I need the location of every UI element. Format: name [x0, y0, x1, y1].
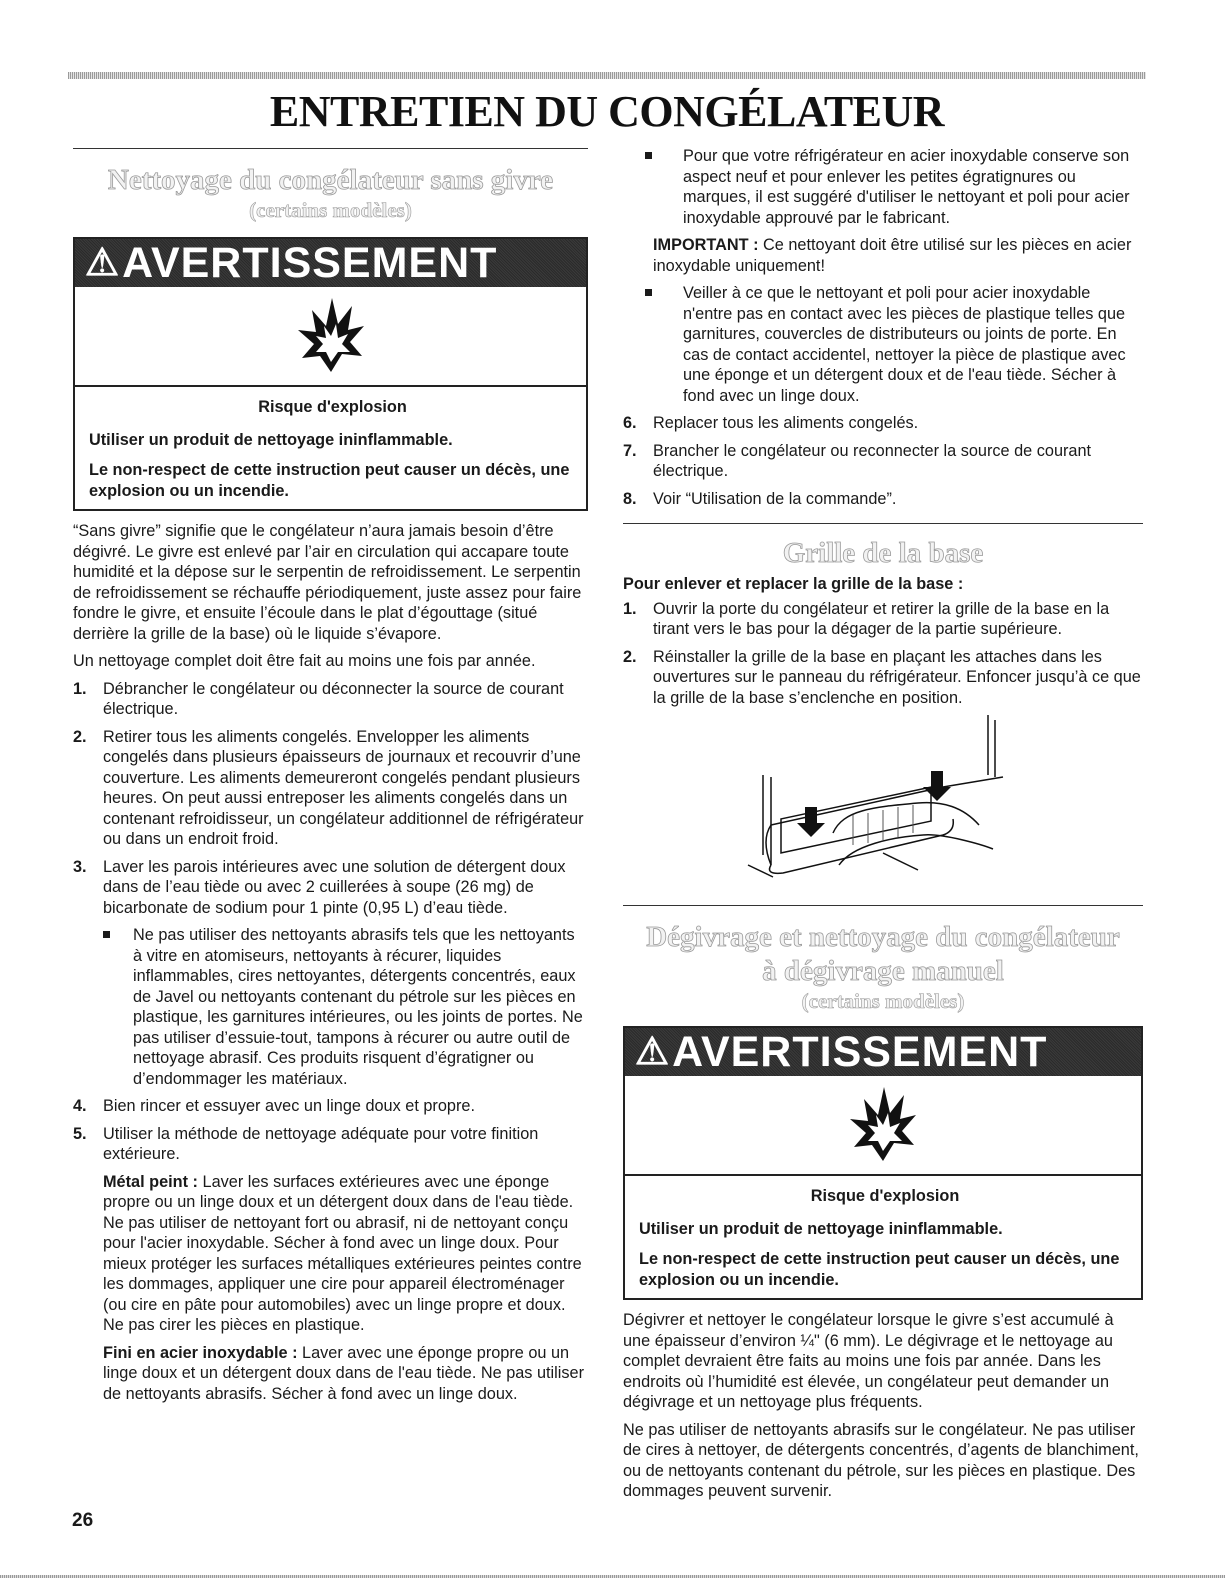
explosion-icon: [296, 296, 366, 376]
step-number: 8.: [623, 489, 637, 508]
step-text: Laver les parois intérieures avec une solution de détergent doux dans de l’eau tiède ou avec 2 cuillerées à soupe (26 mg) de bicarbonate de sodium pour 1 pinte (0,95 L) d’eau tiède.: [103, 857, 566, 917]
warning-triangle-icon: ⚠: [635, 1030, 671, 1073]
section-rule: [623, 905, 1143, 906]
inox-paragraph: [73, 1343, 588, 1405]
warning-line-2: Le non-respect de cette instruction peut causer un décès, une explosion ou un incendie.: [89, 461, 570, 500]
warning-header: [75, 239, 586, 287]
warning-risk: Risque d'explosion: [258, 398, 407, 416]
step-item: [623, 441, 1143, 482]
warning-line-2: Le non-respect de cette instruction peut causer un décès, une explosion ou un incendie.: [639, 1250, 1120, 1289]
step-item: [73, 727, 588, 850]
warning-icon-area: [75, 287, 586, 387]
warning-header-label: AVERTISSEMENT: [672, 1027, 1048, 1076]
left-column: [73, 148, 588, 1411]
step-number: 4.: [73, 1097, 87, 1115]
warning-header: [625, 1028, 1141, 1076]
step-text: Réinstaller la grille de la base en plaçant les attaches dans les ouvertures sur le panneau du réfrigérateur. Enfoncer jusqu’à ce que la grille de la base s’enclenche en position.: [653, 647, 1141, 707]
explosion-icon: [848, 1085, 918, 1165]
section-rule: [73, 148, 588, 149]
degivrage-paragraph-2: Ne pas utiliser de nettoyants abrasifs sur le congélateur. Ne pas utiliser de cires à nettoyer, de détergents concentrés, d’agents de blanchiment, ou de nettoyants contenant du pétrole, sur les pièces en plastique. Des dommages peuvent survenir.: [623, 1420, 1139, 1500]
bullet-text: Ne pas utiliser des nettoyants abrasifs tels que les nettoyants à vitre en atomiseurs, nettoyants à récurer, liquides inflammables, cires nettoyantes, détergents concentrés, eaux de Javel ou nettoyants contenant du pétrole sur les pièces en plastique, les garnitures intérieures, ou les joints de portes. Ne pas utiliser d’essuie-tout, tampons à récurer ou autre outil de nettoyage abrasif. Ces produits risquent d’égratigner ou d’endommager les matériaux.: [133, 926, 583, 1088]
step-number: 7.: [623, 441, 637, 460]
step-text: Bien rincer et essuyer avec un linge doux et propre.: [103, 1097, 475, 1115]
step-number: 2.: [623, 647, 637, 666]
page-number: 26: [72, 1510, 94, 1531]
step-text: Débrancher le congélateur ou déconnecter la source de courant électrique.: [103, 679, 564, 718]
step-text: Utiliser la méthode de nettoyage adéquate pour votre finition extérieure.: [103, 1124, 539, 1163]
step-item: [73, 1124, 588, 1165]
step-item: [623, 413, 1143, 434]
warning-header-label: AVERTISSEMENT: [122, 238, 498, 287]
bullet-square-icon: [645, 289, 652, 296]
bullet-square-icon: [103, 931, 110, 938]
warning-icon-area: [625, 1076, 1141, 1176]
step-text: Ouvrir la porte du congélateur et retirer la grille de la base en la tirant vers le bas pour la dégager de la partie supérieure.: [653, 599, 1110, 638]
bullet-item: [73, 925, 588, 1089]
section-title-grille: Grille de la base: [782, 537, 984, 569]
step-number: 1.: [73, 679, 87, 698]
bottom-rule: [0, 1575, 1225, 1578]
section-title-degivrage-2: à dégivrage manuel: [762, 955, 1004, 987]
section-subtitle: (certains modèles): [249, 198, 412, 222]
metal-text: Laver les surfaces extérieures avec une éponge propre ou un linge doux et un détergent doux dans de l'eau tiède. Ne pas utiliser de nettoyant fort ou abrasif, ni de nettoyant conçu pour l'acier inoxydable. Sécher à fond avec un linge doux. Pour mieux protéger les surfaces métalliques extérieures peintes contre les dommages, appliquer une cire pour appareil électroménager (ou cire en pâte pour automobiles) avec un linge propre et doux. Ne pas cirer les pièces en plastique.: [103, 1172, 582, 1334]
step-item: [623, 647, 1143, 709]
inox-text: Laver avec une éponge propre ou un linge doux et un détergent doux dans de l'eau tiède. Ne pas utiliser de nettoyants abrasifs. Sécher à fond avec un linge doux.: [103, 1343, 585, 1403]
step-item: [623, 599, 1143, 640]
section-rule: [623, 523, 1143, 524]
section-subtitle: (certains modèles): [801, 989, 965, 1013]
step-item: [73, 679, 588, 720]
step-number: 3.: [73, 857, 87, 876]
right-column: [623, 146, 1143, 1509]
important-label: IMPORTANT :: [653, 236, 759, 254]
important-paragraph: [623, 235, 1143, 276]
warning-body: [625, 1176, 1141, 1298]
step-text: Replacer tous les aliments congelés.: [653, 414, 919, 432]
step-number: 6.: [623, 414, 637, 432]
step-item: [73, 1096, 588, 1117]
step-text: Brancher le congélateur ou reconnecter la source de courant électrique.: [653, 441, 1092, 480]
section-title-nettoyage: Nettoyage du congélateur sans givre: [107, 164, 554, 196]
step-item: [73, 857, 588, 919]
bullet-text: Pour que votre réfrigérateur en acier inoxydable conserve son aspect neuf et pour enlever les petites égratignures ou marques, il est suggéré d'utiliser le nettoyant et poli pour acier inoxydable approuvé par le fabricant.: [683, 147, 1130, 227]
warning-box: [73, 237, 588, 511]
important-text: Ce nettoyant doit être utilisé sur les pièces en acier inoxydable uniquement!: [653, 236, 1132, 275]
step-item: [623, 489, 1143, 510]
warning-line-1: Utiliser un produit de nettoyage ininflammable.: [639, 1219, 1003, 1238]
bullet-item: [623, 146, 1143, 228]
metal-paragraph: [73, 1172, 588, 1336]
warning-box: [623, 1026, 1143, 1300]
warning-triangle-icon: ⚠: [85, 241, 121, 284]
step-number: 2.: [73, 727, 87, 746]
metal-label: Métal peint :: [103, 1172, 198, 1191]
top-rule: [68, 72, 1146, 79]
warning-risk: Risque d'explosion: [810, 1187, 960, 1205]
warning-body: [75, 387, 586, 509]
base-grille-illustration: [743, 715, 1023, 895]
page-title: ENTRETIEN DU CONGÉLATEUR: [269, 87, 945, 136]
bullet-square-icon: [645, 152, 652, 159]
bullet-item: [623, 283, 1143, 406]
section-title-degivrage-1: Dégivrage et nettoyage du congélateur: [646, 921, 1120, 953]
step-text: Retirer tous les aliments congelés. Envelopper les aliments congelés dans plusieurs épaisseurs de journaux et recouvrir d’une couverture. Les aliments demeureront congelés pendant plusieurs heures. On peut aussi entreposer les aliments congelés dans un contenant refroidisseur, un congélateur additionnel de réfrigérateur ou dans un endroit froid.: [103, 727, 584, 848]
inox-label: Fini en acier inoxydable :: [103, 1343, 298, 1362]
degivrage-paragraph-1: Dégivrer et nettoyer le congélateur lorsque le givre s’est accumulé à une épaisseur d’environ ¼" (6 mm). Le dégivrage et le nettoyage au complet devraient être faits au moins une fois par année. Dans les endroits où l’humidité est élevée, un congélateur peut demander un dégivrage et un nettoyage plus fréquents.: [623, 1311, 1114, 1411]
grille-heading: Pour enlever et replacer la grille de la base :: [623, 575, 964, 593]
bullet-text: Veiller à ce que le nettoyant et poli pour acier inoxydable n'entre pas en contact avec les pièces de plastique telles que garnitures, couvercles de distributeurs ou joints de porte. En cas de contact accidentel, nettoyer la pièce de plastique avec une éponge et un détergent doux et de l'eau tiède. Sécher à fond avec un linge doux.: [683, 284, 1126, 405]
step-number: 5.: [73, 1124, 87, 1143]
intro-annual: Un nettoyage complet doit être fait au moins une fois par année.: [73, 652, 536, 670]
warning-line-1: Utiliser un produit de nettoyage ininflammable.: [89, 430, 453, 449]
intro-paragraph: “Sans givre” signifie que le congélateur n’aura jamais besoin d’être dégivré. Le givre est enlevé par l’air en circulation qui accapare toute humidité et la dépose sur le serpentin de refroidissement. Le serpentin de refroidissement se réchauffe périodiquement, juste assez pour faire fondre le givre, et ensuite l’écoule dans le plat d’égouttage (situé derrière la grille de la base) où le liquide s’évapore.: [73, 522, 582, 643]
step-number: 1.: [623, 599, 637, 618]
step-text: Voir “Utilisation de la commande”.: [653, 489, 897, 508]
